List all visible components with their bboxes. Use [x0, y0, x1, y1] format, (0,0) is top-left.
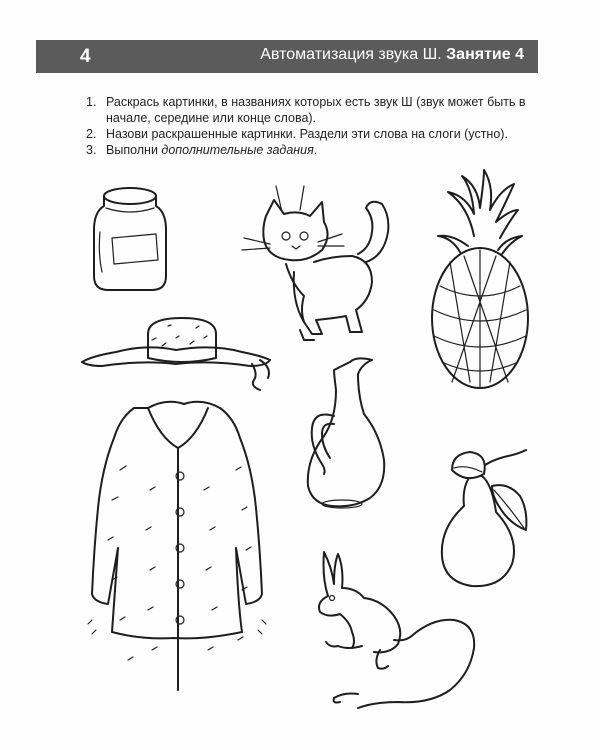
- fur-coat-icon[interactable]: [88, 402, 266, 690]
- instruction-text-suffix: .: [313, 143, 318, 157]
- title-topic: Автоматизация звука Ш.: [260, 46, 442, 63]
- instruction-number: 1.: [86, 95, 97, 109]
- jar-icon[interactable]: [94, 188, 166, 290]
- instruction-text-italic: дополнительные задания: [161, 143, 314, 157]
- instruction-number: 3.: [86, 143, 97, 157]
- pear-icon[interactable]: [442, 450, 527, 586]
- instruction-number: 2.: [86, 127, 97, 141]
- fur-hat-icon[interactable]: [82, 318, 270, 390]
- instruction-text-prefix: Выполни: [106, 143, 162, 157]
- page-number: 4: [80, 46, 91, 67]
- title-lesson: Занятие 4: [446, 46, 524, 63]
- instruction-text: Назови раскрашенные картинки. Раздели эти слова на слоги (устно).: [106, 127, 508, 141]
- jerboa-icon[interactable]: [319, 552, 474, 708]
- instruction-text: Раскрась картинки, в названиях которых есть звук Ш (звук может быть в начале, середине или конце слова).: [106, 95, 526, 125]
- pineapple-icon[interactable]: [432, 170, 528, 388]
- cat-icon[interactable]: [242, 186, 388, 340]
- jug-icon[interactable]: [308, 358, 384, 508]
